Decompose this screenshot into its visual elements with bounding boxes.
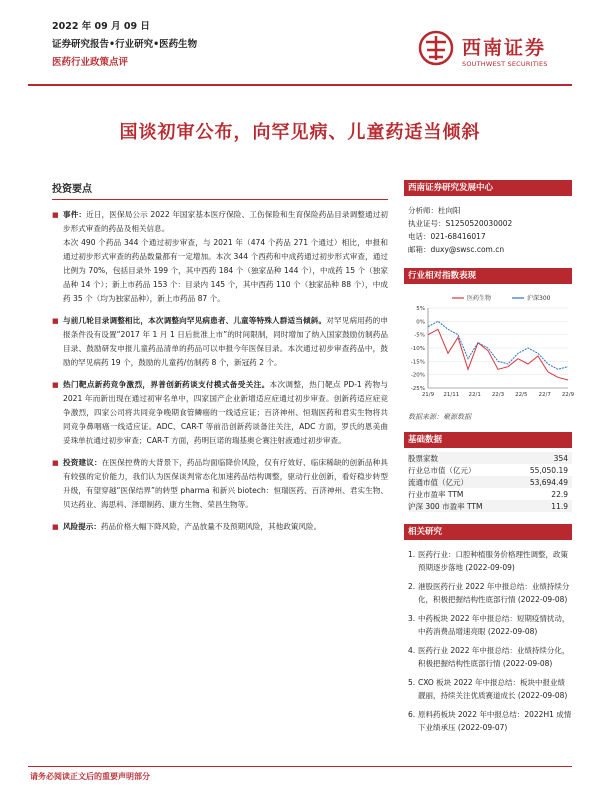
analyst-info bbox=[404, 204, 572, 256]
chart-series-line-0 bbox=[428, 329, 568, 380]
summary-paragraph bbox=[52, 208, 388, 236]
paragraph-text: 对罕见病用药的申报条件没有设置“2017 年 1 月 1 日后批准上市”的时间限制，同时增加了纳入国家鼓励仿制药品目录、鼓励研发申报儿童药品清单的药品可以申报今年医保目录。本次通过初步审查药品中，鼓励的罕见病药 19 个，鼓励的儿童药/仿制药 8 个，新冠药 2 个。 bbox=[63, 316, 389, 367]
related-item-text: 医药行业 2022 年中报总结：业绩持续分化，积极把握结构性底部行情 (2022-09-08) bbox=[418, 646, 570, 668]
related-item[interactable] bbox=[408, 548, 572, 574]
stats-value: 22.9 bbox=[551, 489, 568, 499]
related-item-number: 2. bbox=[408, 582, 416, 591]
chart-xtick-label: 22/1 bbox=[468, 392, 481, 398]
related-item-text: 原料药板块 2022 年中报总结：2022H1 成情下业绩承压 (2022-09-07) bbox=[418, 710, 572, 732]
related-item-text: 港股医药行业 2022 年中报总结：业绩持续分化，积极把握结构性底部行情 (2022-09-08) bbox=[418, 582, 570, 604]
related-heading: 相关研究 bbox=[404, 524, 572, 540]
report-date: 2022 年 09 月 09 日 bbox=[52, 21, 150, 32]
related-item-text: 医药行业：口腔种植服务价格理性调整，政策预期逐步落地 (2022-09-09) bbox=[418, 550, 568, 572]
stats-value: 354 bbox=[513, 452, 572, 464]
related-item-number: 1. bbox=[408, 550, 416, 559]
chart-ytick-label: -20% bbox=[410, 372, 425, 379]
chart-xtick-label: 21/11 bbox=[443, 392, 460, 398]
related-item[interactable] bbox=[408, 612, 572, 638]
stats-label: 行业总市值（亿元） bbox=[408, 465, 476, 475]
stats-table bbox=[408, 452, 572, 512]
paragraph-lead: 与前几轮目录调整相比，本次调整向罕见病患者、儿童等特殊人群适当倾斜。 bbox=[63, 316, 327, 325]
paragraph-text: 本次 490 个药品 344 个通过初步审查，与 2021 年（474 个药品 271 个通过）相比，申报和通过初步形式审查的药品数量都有一定增加。本次 344 个西药和中成药通过初步形式审查，通过比例为 70%，包括目录外 199 个，其中西药 184 个（独家品种 144 个），中成药 15 个（独家品种 14 个）；新上市药品 153 个：目录内 145 个，其中西药 110 个（独家品种 88 个），中成药 35 个（均为独家品种），新上市药品 87 个。 bbox=[63, 238, 388, 303]
report-title: 国谈初审公布，向罕见病、儿童药适当倾斜 bbox=[119, 122, 481, 143]
related-item-number: 5. bbox=[408, 678, 416, 687]
paragraph-lead: 事件： bbox=[63, 210, 87, 219]
stats-value: 11.9 bbox=[513, 500, 572, 512]
relative-index-chart bbox=[404, 288, 575, 406]
report-subcategory: 医药行业政策点评 bbox=[52, 57, 129, 68]
related-item[interactable] bbox=[408, 676, 572, 702]
chart-xtick-label: 22/3 bbox=[491, 392, 505, 398]
header-divider bbox=[28, 84, 572, 86]
related-item-text: 中药板块 2022 年中报总结：短期疫情扰动，中药消费品增速亮眼 (2022-09-08) bbox=[418, 614, 570, 636]
chart-ytick-label: 5% bbox=[416, 306, 425, 312]
basic-data-section bbox=[404, 432, 572, 512]
stats-value: 55,050.19 bbox=[529, 465, 568, 475]
related-research-section bbox=[404, 524, 572, 734]
paragraph-text: 在医保控费的大背景下，药品均面临降价风险，仅有疗效好、临床稀缺的创新品种具有较强的定价能力，我们认为医保谈判常态化加速药品结构调整，驱动行业创新，看好稳步转型升级，有望穿越“医保结界”的转型 pharma 和新兴 biotech：恒瑞医药、百济神州、君实生物、贝达药业、海思科、泽璟制药、康方生物、荣昌生物等。 bbox=[63, 458, 389, 509]
stats-heading: 基础数据 bbox=[404, 432, 572, 448]
summary-paragraph bbox=[52, 520, 388, 534]
chart-xtick-label: 21/9 bbox=[421, 392, 435, 398]
summary-heading: 投资要点 bbox=[52, 180, 388, 200]
footer-divider bbox=[28, 766, 572, 767]
chart-xtick-label: 22/5 bbox=[515, 392, 528, 398]
chart-xtick-label: 22/9 bbox=[561, 392, 575, 398]
chart-xtick-label: 22/7 bbox=[538, 392, 551, 398]
analyst-email[interactable]: 邮箱：duxy@swsc.com.cn bbox=[408, 245, 505, 254]
chart-ytick-label: -25% bbox=[410, 386, 425, 392]
summary-section bbox=[52, 180, 388, 534]
company-logo bbox=[418, 30, 568, 80]
stats-label: 沪深 300 市盈率 TTM bbox=[408, 500, 513, 512]
report-header bbox=[52, 18, 352, 68]
chart-ytick-label: 0% bbox=[416, 319, 425, 326]
stats-label: 行业市盈率 TTM bbox=[408, 489, 464, 499]
stats-row bbox=[408, 500, 572, 512]
sidebar bbox=[404, 180, 575, 740]
chart-legend-label: 沪深300 bbox=[527, 295, 551, 302]
chart-source: 数据来源：聚源数据 bbox=[408, 413, 471, 421]
chart-series-line-1 bbox=[428, 321, 568, 369]
related-item-number: 3. bbox=[408, 614, 416, 623]
chart-ytick-label: -5% bbox=[414, 332, 425, 339]
paragraph-text: 近日，医保局公示 2022 年国家基本医疗保险、工伤保险和生育保险药品目录调整通过初步形式审查的药品及相关信息。 bbox=[63, 210, 389, 233]
stats-row bbox=[408, 452, 572, 464]
chart-ytick-label: -10% bbox=[410, 346, 425, 352]
summary-paragraph bbox=[52, 456, 388, 512]
analyst-name: 分析师：杜向阳 bbox=[408, 206, 461, 215]
footer-disclaimer: 请务必阅读正文后的重要声明部分 bbox=[30, 772, 150, 781]
stats-label: 流通市值（亿元） bbox=[408, 476, 513, 488]
paragraph-text: 药品价格大幅下降风险，产品放量不及预期风险，其他政策风险。 bbox=[100, 522, 322, 531]
report-category: 证券研究报告•行业研究•医药生物 bbox=[52, 39, 198, 50]
logo-mark-icon bbox=[418, 30, 454, 66]
logo-name-cn: 西南证券 bbox=[462, 37, 547, 59]
related-item[interactable] bbox=[408, 580, 572, 606]
chart-legend-label: 医药生物 bbox=[467, 295, 492, 302]
index-chart-section bbox=[404, 268, 575, 422]
analyst-phone: 电话：021-68416017 bbox=[408, 232, 486, 241]
paragraph-lead: 风险提示： bbox=[63, 522, 101, 531]
analyst-heading: 西南证券研究发展中心 bbox=[404, 180, 572, 196]
stats-value: 53,694.49 bbox=[513, 476, 572, 488]
paragraph-lead: 热门靶点新药竞争激烈，界普创新药谈支付模式备受关注。 bbox=[63, 380, 270, 389]
analyst-license: 执业证号：S1250520030002 bbox=[408, 219, 513, 228]
summary-paragraph bbox=[52, 236, 388, 306]
logo-name-en: SOUTHWEST SECURITIES bbox=[462, 60, 548, 68]
related-item-number: 4. bbox=[408, 646, 416, 655]
chart-ytick-label: -15% bbox=[410, 359, 425, 366]
chart-heading: 行业相对指数表现 bbox=[404, 268, 572, 284]
paragraph-text: 本次调整，热门靶点 PD-1 药物与 2021 年而新出现在通过初审名单中，四家国产企业新增适应症通过初步审查。创新药适应症竞争激烈，四家公司将共同竞争晚期食管鳞癌的一线适应证；百济神州、恒瑞医药和君实生物将共同竞争鼻咽癌一线适应证。ADC、CAR-T 等前沿创新药谈备注关注，ADC 方面，罗氏的恩美曲妥珠单抗通过初步审查；CAR-T 方面，药明巨诺的瑞基奥仑赛注射液通过初步审查。 bbox=[63, 380, 389, 445]
related-item-number: 6. bbox=[408, 710, 416, 719]
summary-body bbox=[52, 208, 388, 534]
paragraph-lead: 投资建议： bbox=[63, 458, 102, 467]
summary-paragraph bbox=[52, 378, 388, 448]
stats-row bbox=[408, 488, 572, 500]
related-item-text: CXO 板块 2022 年中报总结：板块中报业绩靓丽，持续关注优质赛道成长 (2022-09-08) bbox=[418, 678, 568, 700]
stats-row bbox=[408, 464, 572, 476]
summary-paragraph bbox=[52, 314, 388, 370]
related-list bbox=[404, 548, 572, 734]
stats-label: 股票家数 bbox=[408, 452, 513, 464]
related-item[interactable] bbox=[408, 708, 572, 734]
related-item[interactable] bbox=[408, 644, 572, 670]
stats-row bbox=[408, 476, 572, 488]
